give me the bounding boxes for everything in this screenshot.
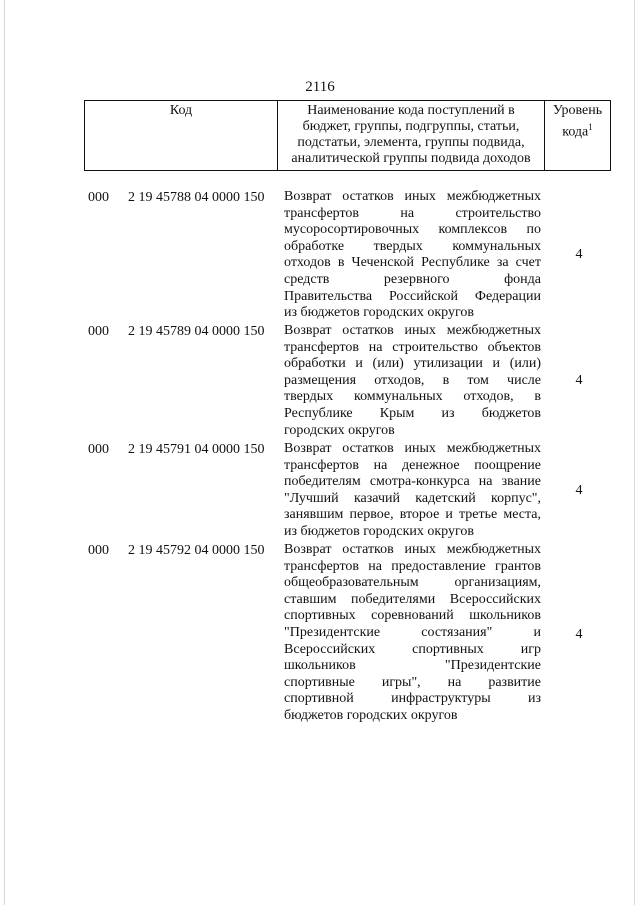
header-name-line-4: аналитической группы подвида доходов	[291, 151, 531, 166]
row-4-line: спортивных соревнований школьников	[284, 608, 541, 624]
row-4-line: спортивные игры", на развитие	[284, 674, 541, 690]
row-3-line: Возврат остатков иных межбюджетных	[284, 441, 541, 456]
header-level-line-2	[545, 119, 610, 141]
header-code: Код	[169, 103, 193, 118]
row-4-line: бюджетов городских округов	[284, 707, 458, 723]
row-1-line: Возврат остатков иных межбюджетных	[284, 189, 541, 204]
row-1-line: Правительства Российской Федерации	[284, 288, 541, 304]
row-2-line: Возврат остатков иных межбюджетных	[284, 323, 541, 338]
row-2-line: размещения отходов, в том числе	[284, 372, 541, 388]
row-4-line: школьников "Президентские	[284, 658, 541, 674]
row-4-name	[284, 542, 541, 725]
row-1-line: из бюджетов городских округов	[284, 305, 475, 321]
row-3-code: 2 19 45791 04 0000 150	[128, 442, 265, 457]
row-4-admin-code: 000	[88, 543, 109, 558]
row-1-line: трансфертов на строительство	[284, 205, 541, 221]
row-1-name	[284, 189, 541, 322]
row-4-line: Возврат остатков иных межбюджетных	[284, 542, 541, 557]
row-1-line: обработке твердых коммунальных	[284, 238, 541, 254]
row-1-level: 4	[575, 247, 583, 262]
header-name-line-3: подстатьи, элемента, группы подвида,	[297, 135, 525, 150]
row-4-line: спортивной инфраструктуры из	[284, 691, 541, 707]
row-1-admin-code: 000	[88, 190, 109, 205]
row-1-line: отходов в Чеченской Республике за счет	[284, 255, 541, 271]
row-3-line: занявшим первое, второе и третье места,	[284, 507, 541, 523]
header-level	[545, 103, 610, 141]
row-3-line: победителям смотра-конкурса на звание	[284, 474, 541, 490]
row-1-code: 2 19 45788 04 0000 150	[128, 190, 265, 205]
header-right-border	[610, 100, 611, 171]
row-3-name	[284, 441, 541, 541]
row-4-line: общеобразовательным организациям,	[284, 575, 541, 591]
header-name-line-1: Наименование кода поступлений в	[307, 103, 515, 118]
footnote-marker: 1	[588, 122, 593, 132]
row-3-line: "Лучший казачий кадетский корпус",	[284, 490, 541, 506]
row-4-line: ставшим победителями Всероссийских	[284, 591, 541, 607]
row-2-line: обработки и (или) утилизации и (или)	[284, 356, 541, 372]
row-2-name	[284, 323, 541, 439]
scan-edge-right	[634, 0, 635, 905]
header-bottom-border	[84, 170, 611, 171]
header-name	[278, 103, 544, 167]
row-3-level: 4	[575, 483, 583, 498]
header-name-line-2: бюджет, группы, подгруппы, статьи,	[302, 119, 520, 134]
row-2-line: твердых коммунальных отходов, в	[284, 389, 541, 405]
row-2-level: 4	[575, 373, 583, 388]
row-3-line: из бюджетов городских округов	[284, 523, 475, 539]
header-top-border	[84, 100, 611, 101]
header-level-word: кода	[562, 124, 589, 140]
row-1-line: средств резервного фонда	[284, 271, 541, 287]
row-2-line: Республике Крым из бюджетов	[284, 405, 541, 421]
row-4-line: Всероссийских спортивных игр	[284, 641, 541, 657]
row-4-level: 4	[575, 627, 583, 642]
scan-edge-left	[4, 0, 5, 905]
page-number: 2116	[305, 79, 335, 95]
row-2-line: городских округов	[284, 422, 395, 438]
row-1-line: мусоросортировочных комплексов по	[284, 222, 541, 238]
row-3-line: трансфертов на денежное поощрение	[284, 457, 541, 473]
row-2-admin-code: 000	[88, 324, 109, 339]
row-4-code: 2 19 45792 04 0000 150	[128, 543, 265, 558]
header-level-line-1: Уровень	[552, 103, 603, 118]
row-3-admin-code: 000	[88, 442, 109, 457]
row-4-line: трансфертов на предоставление грантов	[284, 558, 541, 574]
row-4-line: "Президентские состязания" и	[284, 624, 541, 640]
row-2-code: 2 19 45789 04 0000 150	[128, 324, 265, 339]
row-2-line: трансфертов на строительство объектов	[284, 339, 541, 355]
